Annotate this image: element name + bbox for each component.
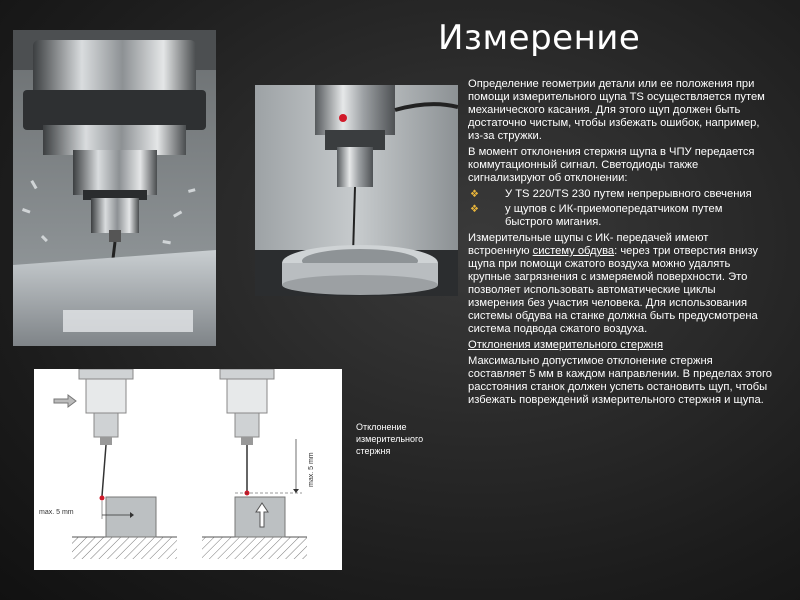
deflection-heading[interactable]: Отклонения измерительного стержня bbox=[468, 339, 664, 351]
list-item: ❖ У TS 220/TS 230 путем непрерывного свечения bbox=[470, 188, 752, 200]
bullet-icon: ❖ bbox=[470, 204, 479, 215]
paragraph-deflection: Максимально допустимое отклонение стержня составляет 5 мм в каждом направлении. В пределах этого расстояния станок должен успеть остановить щуп, чтобы избежать повреждений измерительного стержня и щупа. bbox=[468, 355, 773, 406]
list-item: ❖ у щупов с ИК-приемопередатчиком путем быстрого мигания. bbox=[470, 203, 723, 228]
signal-list bbox=[468, 188, 772, 229]
probe-photo-spindle bbox=[13, 30, 216, 346]
slide-title: Измерение bbox=[438, 18, 641, 58]
air-blast-link[interactable]: систему обдува bbox=[532, 245, 615, 257]
diagram-caption: Отклонение измерительного стержня bbox=[356, 422, 424, 456]
bullet-icon: ❖ bbox=[470, 189, 479, 200]
paragraph-signal: В момент отклонения стержня щупа в ЧПУ передается коммутационный сигнал. Светодиоды также сигнализируют об отклонении: bbox=[468, 146, 755, 184]
deflection-diagram bbox=[34, 369, 342, 570]
body-text bbox=[468, 78, 772, 410]
paragraph-air-blast: Измерительные щупы с ИК- передачей имеют встроенную систему обдува: через три отверстия внизу щупа при помощи сжатого воздуха можно удалять крупные загрязнения с измеряемой поверхности. Это позволяет использовать автоматические циклы измерения без участия человека. Для использования системы обдува на станке должна быть предусмотрена система подвода сжатого воздуха. bbox=[468, 232, 758, 335]
left-max-label: max. 5 mm bbox=[39, 509, 74, 516]
right-max-label: max. 5 mm bbox=[308, 452, 315, 487]
paragraph-definition: Определение геометрии детали или ее положения при помощи измерительного щупа TS осуществляется путем механического касания. Для этого щуп должен быть достаточно чистым, чтобы избежать ошибок, например, из-за стружки. bbox=[468, 78, 765, 142]
probe-photo-round-part bbox=[255, 85, 458, 296]
